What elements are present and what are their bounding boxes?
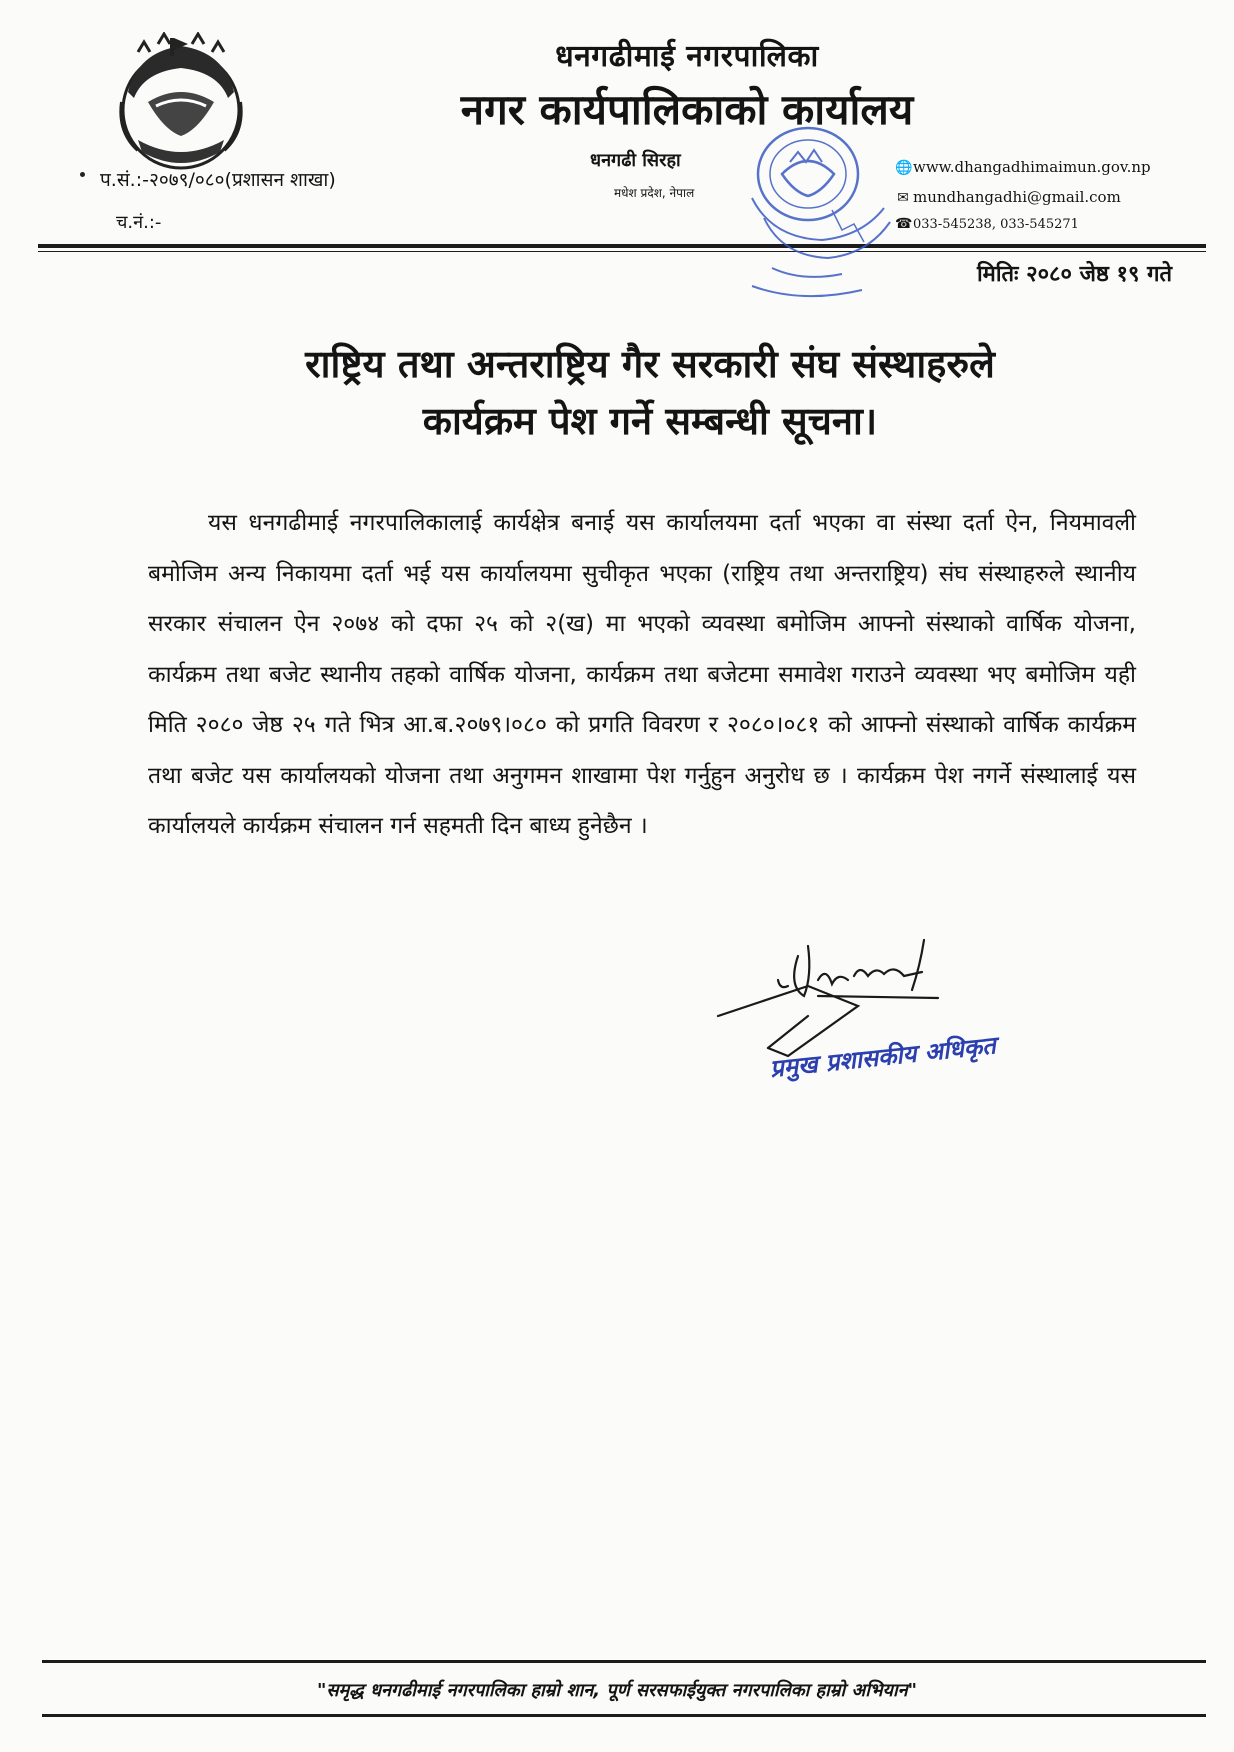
letter-number-text: प.सं.:-२०७९/०८०(प्रशासन शाखा): [100, 169, 336, 191]
notice-title-line2: कार्यक्रम पेश गर्ने सम्बन्धी सूचना।: [422, 399, 878, 443]
office-province: मधेश प्रदेश, नेपाल: [614, 186, 695, 200]
notice-body: यस धनगढीमाई नगरपालिकालाई कार्यक्षेत्र बनाई यस कार्यालयमा दर्ता भएका वा संस्था दर्ता ऐन, नियमावली बमोजिम अन्य निकायमा दर्ता भई यस कार्यालयमा सुचीकृत भएका (राष्ट्रिय तथा अन्तराष्ट्रिय) संघ संस्थाहरुले स्थानीय सरकार संचालन ऐन २०७४ को दफा २५ को २(ख) मा भएको व्यवस्था बमोजिम आफ्नो संस्थाको वार्षिक योजना, कार्यक्रम तथा बजेट स्थानीय तहको वार्षिक योजना, कार्यक्रम तथा बजेटमा समावेश गराउने व्यवस्था भए बमोजिम यही मिति २०८० जेष्ठ २५ गते भित्र आ.ब.२०७९।०८० को प्रगति विवरण र २०८०।०८१ को आफ्नो संस्थाको वार्षिक कार्यक्रम तथा बजेट यस कार्यालयको योजना तथा अनुगमन शाखामा पेश गर्नुहुन अनुरोध छ । कार्यक्रम पेश नगर्ने संस्थालाई यस कार्यालयले कार्यक्रम संचालन गर्न सहमती दिन बाध्य हुनेछैन ।: [148, 510, 1136, 839]
header-divider-thin: [38, 251, 1206, 252]
globe-icon: 🌐: [895, 160, 913, 176]
email-text: mundhangadhi@gmail.com: [913, 188, 1121, 206]
letter-date: मितिः २०८० जेष्ठ १९ गते: [976, 262, 1172, 287]
email-icon: ✉: [897, 190, 909, 206]
signatory-title: प्रमुख प्रशासकीय अधिकृत: [768, 1031, 998, 1083]
website-text: www.dhangadhimaimun.gov.np: [913, 158, 1151, 176]
contact-email: [895, 188, 1121, 206]
municipality-name: धनगढीमाई नगरपालिका: [555, 39, 819, 74]
office-location: धनगढी सिरहा: [590, 150, 681, 171]
official-stamp-icon: [712, 118, 912, 318]
letter-number: [100, 166, 336, 192]
notice-title-line1: राष्ट्रिय तथा अन्तराष्ट्रिय गैर सरकारी संघ संस्थाहरुले: [305, 342, 995, 386]
footer-divider-bottom: [42, 1714, 1206, 1717]
contact-website: [895, 158, 1151, 176]
footer-divider-top: [42, 1660, 1206, 1663]
phone-text: 033-545238, 033-545271: [913, 217, 1079, 232]
phone-icon: ☎: [895, 216, 913, 232]
office-name: नगर कार्यपालिकाको कार्यालय: [460, 85, 914, 134]
contact-phone: [895, 216, 1079, 232]
dispatch-number: च.नं.:-: [116, 212, 162, 233]
header-divider: [38, 244, 1206, 248]
footer-slogan: "समृद्ध धनगढीमाई नगरपालिका हाम्रो शान, पूर्ण सरसफाईयुक्त नगरपालिका हाम्रो अभियान": [316, 1680, 917, 1701]
bullet-dot-icon: [80, 172, 85, 177]
